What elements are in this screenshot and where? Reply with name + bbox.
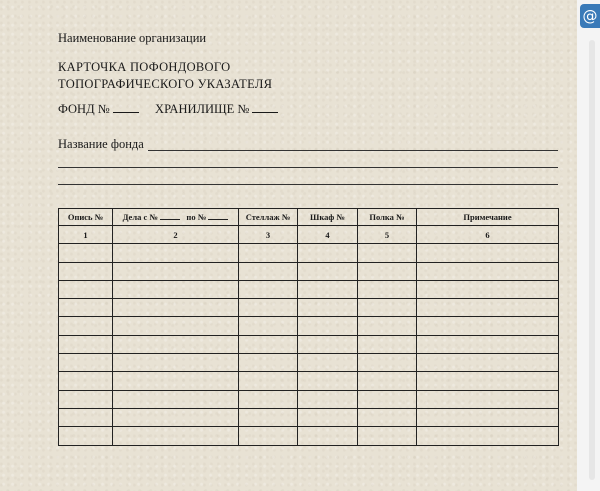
table-cell[interactable] (59, 427, 113, 445)
table-cell[interactable] (358, 299, 417, 317)
table-row (59, 262, 559, 280)
table-cell[interactable] (358, 408, 417, 426)
table-cell[interactable] (113, 262, 239, 280)
table-cell[interactable] (417, 262, 559, 280)
location-table (58, 208, 559, 446)
table-cell[interactable] (417, 299, 559, 317)
table-cell[interactable] (417, 280, 559, 298)
table-cell[interactable] (59, 280, 113, 298)
table-cell[interactable] (298, 317, 358, 335)
header-inventory: Опись № (59, 209, 113, 226)
table-cell[interactable] (298, 299, 358, 317)
card-title-line1: КАРТОЧКА ПОФОНДОВОГО (58, 60, 231, 74)
table-cell[interactable] (358, 244, 417, 262)
table-cell[interactable] (417, 427, 559, 445)
table-cell[interactable] (113, 244, 239, 262)
header-shelf: Полка № (358, 209, 417, 226)
header-note: Примечание (417, 209, 559, 226)
header-cases-from: Дела с № (122, 212, 158, 222)
cases-to-blank (208, 212, 228, 220)
table-cell[interactable] (113, 317, 239, 335)
table-cell[interactable] (113, 390, 239, 408)
table-cell[interactable] (298, 372, 358, 390)
fund-name-line-3[interactable] (58, 184, 558, 185)
table-cell[interactable] (417, 372, 559, 390)
table-cell[interactable] (59, 390, 113, 408)
at-sign-icon[interactable]: @ (580, 4, 600, 28)
table-cell[interactable] (59, 262, 113, 280)
table-cell[interactable] (113, 299, 239, 317)
table-cell[interactable] (239, 299, 298, 317)
table-cell[interactable] (239, 280, 298, 298)
cases-from-blank (160, 212, 180, 220)
storage-label: ХРАНИЛИЩЕ № (155, 102, 250, 116)
organization-label: Наименование организации (58, 31, 207, 45)
table-row (59, 280, 559, 298)
col-num-3: 3 (239, 226, 298, 244)
fund-name-line-2[interactable] (58, 167, 558, 168)
table-cell[interactable] (298, 244, 358, 262)
table-cell[interactable] (358, 280, 417, 298)
fund-storage-line (58, 100, 278, 117)
table-cell[interactable] (239, 427, 298, 445)
table-cell[interactable] (298, 427, 358, 445)
table-cell[interactable] (358, 372, 417, 390)
fund-name-line-1[interactable] (148, 150, 558, 151)
table-cell[interactable] (59, 244, 113, 262)
table-cell[interactable] (298, 354, 358, 372)
table-cell[interactable] (298, 390, 358, 408)
column-number-row (59, 226, 559, 244)
fund-name-label: Название фонда (58, 137, 144, 151)
table-row (59, 244, 559, 262)
table-cell[interactable] (113, 372, 239, 390)
table-cell[interactable] (358, 262, 417, 280)
table-cell[interactable] (358, 317, 417, 335)
table-cell[interactable] (358, 354, 417, 372)
table-cell[interactable] (298, 262, 358, 280)
table-cell[interactable] (113, 354, 239, 372)
table-cell[interactable] (113, 427, 239, 445)
table-cell[interactable] (239, 244, 298, 262)
col-num-4: 4 (298, 226, 358, 244)
table-cell[interactable] (239, 390, 298, 408)
header-cases-to: по № (186, 212, 207, 222)
card-title (58, 59, 272, 93)
table-cell[interactable] (417, 317, 559, 335)
header-cases-range (113, 209, 239, 226)
table-cell[interactable] (417, 244, 559, 262)
table-cell[interactable] (59, 354, 113, 372)
table-cell[interactable] (239, 335, 298, 353)
table-cell[interactable] (298, 280, 358, 298)
scrollbar[interactable] (589, 40, 595, 480)
table-row (59, 427, 559, 445)
table-row (59, 299, 559, 317)
table-cell[interactable] (358, 390, 417, 408)
table-cell[interactable] (59, 372, 113, 390)
table-row (59, 335, 559, 353)
table-cell[interactable] (417, 335, 559, 353)
table-cell[interactable] (59, 408, 113, 426)
table-cell[interactable] (298, 408, 358, 426)
table-cell[interactable] (239, 372, 298, 390)
table-cell[interactable] (59, 335, 113, 353)
fund-label: ФОНД № (58, 102, 110, 116)
table-cell[interactable] (417, 390, 559, 408)
table-row (59, 390, 559, 408)
table-cell[interactable] (298, 335, 358, 353)
table-cell[interactable] (113, 408, 239, 426)
header-rack: Стеллаж № (239, 209, 298, 226)
col-num-2: 2 (113, 226, 239, 244)
table-row (59, 317, 559, 335)
table-cell[interactable] (113, 280, 239, 298)
storage-number-blank[interactable] (252, 100, 278, 113)
table-row (59, 372, 559, 390)
table-cell[interactable] (59, 299, 113, 317)
table-row (59, 408, 559, 426)
col-num-6: 6 (417, 226, 559, 244)
table-cell[interactable] (358, 335, 417, 353)
col-num-5: 5 (358, 226, 417, 244)
table-header-row (59, 209, 559, 226)
fund-number-blank[interactable] (113, 100, 139, 113)
table-cell[interactable] (239, 317, 298, 335)
table-cell[interactable] (417, 408, 559, 426)
table-cell[interactable] (417, 354, 559, 372)
col-num-1: 1 (59, 226, 113, 244)
table-cell[interactable] (113, 335, 239, 353)
table-cell[interactable] (239, 354, 298, 372)
table-cell[interactable] (239, 408, 298, 426)
card-title-line2: ТОПОГРАФИЧЕСКОГО УКАЗАТЕЛЯ (58, 77, 273, 91)
table-cell[interactable] (239, 262, 298, 280)
table-cell[interactable] (358, 427, 417, 445)
table-row (59, 354, 559, 372)
table-cell[interactable] (59, 317, 113, 335)
header-cabinet: Шкаф № (298, 209, 358, 226)
